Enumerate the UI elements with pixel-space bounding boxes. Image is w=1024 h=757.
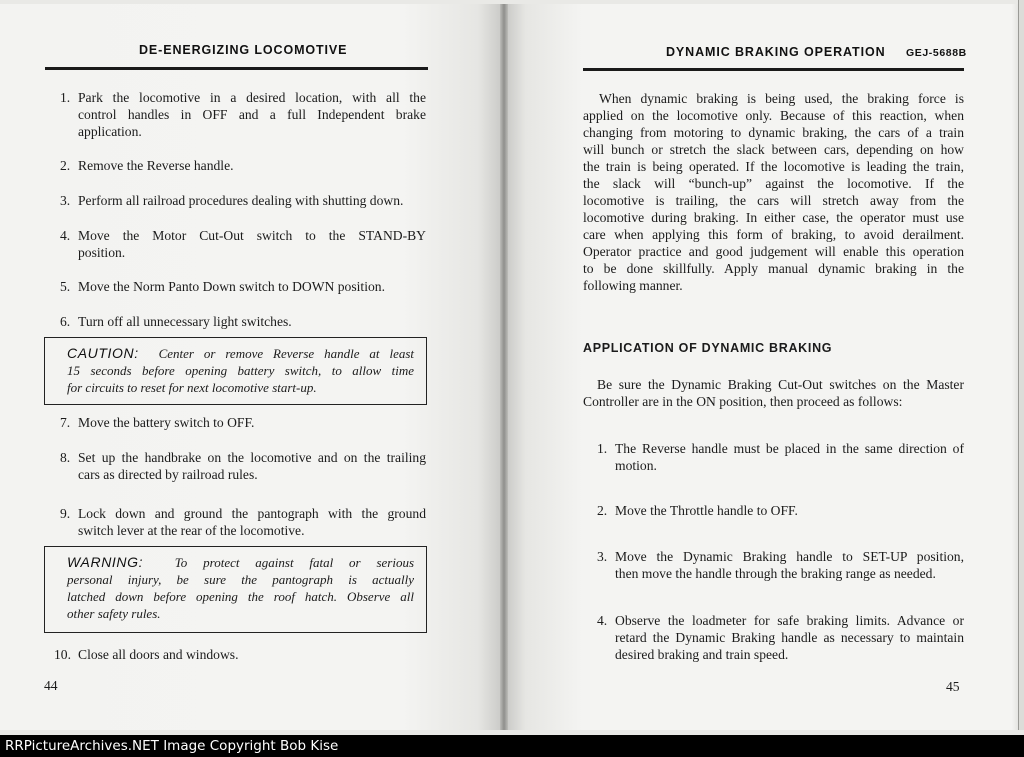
step-line: Lock down and ground the pantograph with the ground: [78, 506, 426, 521]
caution-line: for circuits to reset for next locomotive start-up.: [67, 380, 317, 395]
warning-line: other safety rules.: [67, 606, 161, 621]
intro-line: When dynamic braking is being used, the braking force is: [599, 91, 964, 106]
step-number: 1.: [60, 90, 71, 105]
step-line: desired braking and train speed.: [615, 647, 789, 662]
step-line: Move the battery switch to OFF.: [78, 415, 255, 430]
warning-line: To protect against fatal or serious: [174, 555, 414, 570]
step-number: 3.: [60, 193, 71, 208]
step-line: motion.: [615, 458, 657, 473]
step-line: Observe the loadmeter for safe braking limits. Advance or: [615, 613, 964, 628]
warning-box: [44, 546, 427, 633]
step-number: 7.: [60, 415, 71, 430]
intro-line: Operator practice and good judgement will enable this operation: [583, 244, 964, 259]
step-line: Move the Throttle handle to OFF.: [615, 503, 798, 518]
caution-line: 15 seconds before opening battery switch, to allow time: [67, 363, 414, 378]
step-line: control handles in OFF and a full Independent brake: [78, 107, 426, 122]
step-line: position.: [78, 245, 126, 260]
step-number: 9.: [60, 506, 71, 521]
intro-line: locomotive is trailing, the cars will stretch away from the: [583, 193, 964, 208]
intro-line: locomotive during braking. In either case, the operator must use: [583, 210, 964, 225]
step-number: 4.: [60, 228, 71, 243]
step-number: 3.: [597, 549, 608, 564]
step-number: 5.: [60, 279, 71, 294]
copyright-banner: RRPictureArchives.NET Image Copyright Bob Kise: [0, 735, 1024, 757]
step-line: switch lever at the rear of the locomotive.: [78, 523, 305, 538]
step-line: retard the Dynamic Braking handle as necessary to maintain: [615, 630, 964, 645]
step-line: Set up the handbrake on the locomotive and on the trailing: [78, 450, 426, 465]
warning-line: personal injury, be sure the pantograph is actually: [67, 572, 414, 587]
step-line: Turn off all unnecessary light switches.: [78, 314, 292, 329]
step-line: then move the handle through the braking range as needed.: [615, 566, 936, 581]
step-line: Park the locomotive in a desired location, with all the: [78, 90, 426, 105]
left-header-rule: [45, 67, 428, 70]
right-header-rule: [583, 68, 964, 71]
step-number: 2.: [597, 503, 608, 518]
intro-line: changing from motoring to dynamic braking, the cars of a train: [583, 125, 964, 140]
step-number: 8.: [60, 450, 71, 465]
right-page-number: 45: [946, 679, 960, 694]
intro-line: will bunch or stretch the slack between cars, depending on how: [583, 142, 964, 157]
lead-line: Controller are in the ON position, then proceed as follows:: [583, 394, 903, 409]
step-number: 6.: [60, 314, 71, 329]
caution-line: Center or remove Reverse handle at least: [158, 346, 415, 361]
step-line: Move the Dynamic Braking handle to SET-UP position,: [615, 549, 964, 564]
intro-line: care when applying this form of braking, to avoid derailment.: [583, 227, 964, 242]
page-edge: [1018, 0, 1024, 730]
lead-paragraph: [583, 376, 964, 410]
step-line: The Reverse handle must be placed in the same direction of: [615, 441, 964, 456]
caution-box: [44, 337, 427, 405]
intro-line: following manner.: [583, 278, 683, 293]
lead-line: Be sure the Dynamic Braking Cut-Out switches on the Master: [597, 377, 964, 392]
step-number: 1.: [597, 441, 608, 456]
warning-label: WARNING:: [67, 554, 144, 570]
step-number: 10.: [54, 647, 71, 662]
caution-label: CAUTION:: [67, 345, 139, 361]
step-line: Close all doors and windows.: [78, 647, 239, 662]
step-number: 4.: [597, 613, 608, 628]
step-line: Move the Motor Cut-Out switch to the STAND-BY: [78, 228, 426, 243]
step-line: Move the Norm Panto Down switch to DOWN position.: [78, 279, 385, 294]
left-page-header: DE-ENERGIZING LOCOMOTIVE: [139, 43, 348, 57]
intro-line: the slack will “bunch-up” against the locomotive. If the: [583, 176, 964, 191]
step-line: cars as directed by railroad rules.: [78, 467, 258, 482]
left-page-number: 44: [44, 678, 58, 693]
doc-code: GEJ-5688B: [906, 47, 967, 59]
step-line: Remove the Reverse handle.: [78, 158, 234, 173]
intro-paragraph: [583, 90, 964, 294]
step-line: Perform all railroad procedures dealing with shutting down.: [78, 193, 404, 208]
intro-line: the train is being operated. If the locomotive is leading the train,: [583, 159, 964, 174]
book-gutter: [500, 4, 508, 730]
subheading: APPLICATION OF DYNAMIC BRAKING: [583, 341, 833, 355]
step-number: 2.: [60, 158, 71, 173]
right-page-header: DYNAMIC BRAKING OPERATION: [666, 45, 886, 59]
intro-line: to be done skillfully. Apply manual dynamic braking in the: [583, 261, 964, 276]
warning-line: latched down before opening the roof hatch. Observe all: [67, 589, 414, 604]
step-line: application.: [78, 124, 142, 139]
intro-line: applied on the locomotive only. Because of this reaction, when: [583, 108, 964, 123]
